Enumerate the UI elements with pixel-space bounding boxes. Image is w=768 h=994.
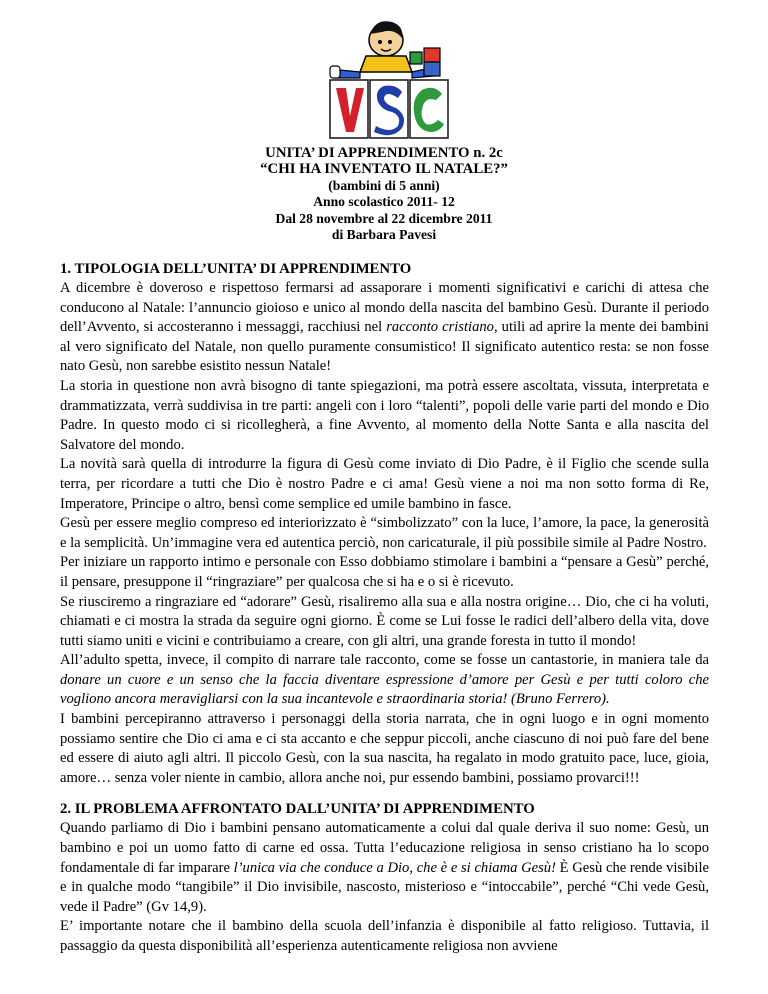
section-1-paragraph: Per iniziare un rapporto intimo e personale con Esso dobbiamo stimolare i bambini a “pensare a Gesù” perché, il pensare, presuppone il “ringraziare” per qualcosa che si ha e o si è ricevuto.: [60, 554, 709, 590]
section-1-paragraph: La storia in questione non avrà bisogno di tante spiegazioni, ma potrà essere ascoltata, vissuta, interpretata e drammatizzata, verrà suddivisa in tre parti: angeli con i loro “talenti”, popoli delle varie parti del mondo e Dio Padre. In questo modo ci si ricollegherà, a fine Avvento, al momento della Notte Santa e alla nascita del Salvatore del mondo.: [60, 377, 709, 453]
unit-title: UNITA’ DI APPRENDIMENTO n. 2c: [265, 145, 503, 161]
document-header: [0, 145, 768, 243]
section-2-paragraph: Quando parliamo di Dio i bambini pensano automaticamente a colui dal quale deriva il suo nome: Gesù, un bambino e poi un uomo fatto di carne ed ossa. Tutta l’educazione religiosa in senso cristiano ha lo scopo fondamentale di far imparare l’unica via che conduce a Dio, che è e si chiama Gesù! È Gesù che rende visibile e in qualche modo “tangibile” il Dio invisibile, nascosto, misterioso e “intoccabile”, perché “Chi vede Gesù, vede il Padre” (Gv 14,9).: [60, 820, 709, 915]
document-body: [60, 259, 709, 957]
child-figure-icon: [330, 21, 440, 78]
author: di Barbara Pavesi: [331, 227, 437, 243]
age-group: (bambini di 5 anni): [328, 177, 440, 193]
date-range: Dal 28 novembre al 22 dicembre 2011: [275, 210, 493, 226]
section-2-paragraph: E’ importante notare che il bambino della scuola dell’infanzia è disponibile al fatto religioso. Tuttavia, il passaggio da questa disponibilità all’esperienza autenticamente religiosa non avviene: [60, 918, 709, 954]
school-logo: [326, 12, 450, 140]
section-2-heading: 2. IL PROBLEMA AFFRONTATO DALL’UNITA’ DI APPRENDIMENTO: [60, 801, 535, 818]
letters-block: [330, 80, 448, 138]
school-year: Anno scolastico 2011- 12: [313, 194, 455, 210]
section-1-paragraph: All’adulto spetta, invece, il compito di narrare tale racconto, come se fosse un cantastorie, in maniera tale da donare un cuore e un senso che la faccia diventare espressione d’amore per Gesù e per tutti coloro che vogliono ancora meravigliarsi con la sua incantevole e straordinaria storia! (Bruno Ferrero).: [60, 652, 709, 708]
section-1-paragraph: Se riusciremo a ringraziare ed “adorare” Gesù, risaliremo alla sua e alla nostra origine… Dio, che ci ha voluti, chiamati e ci mostra la strada da seguire ogni giorno. È come se Lui fosse le radici dell’albero della vita, dove tutti siamo uniti e vicini e contribuiamo a creare, con gli altri, una grande foresta in tutto il mondo!: [60, 593, 709, 649]
section-1-paragraph: A dicembre è doveroso e rispettoso fermarsi ad assaporare i momenti significativi e carichi di attesa che conducono al Natale: l’annuncio gioioso e unico al mondo della nascita del bambino Gesù. Durante il periodo dell’Avvento, si accosteranno i messaggi, racchiusi nel racconto cristiano, utili ad aprire la mente dei bambini al vero significato del Natale, non quello puramente consumistico! Il significato autentico resta: se non fosse nato Gesù, non sarebbe esistito nessun Natale!: [60, 280, 709, 375]
section-1-paragraph: Gesù per essere meglio compreso ed interiorizzato è “simbolizzato” con la luce, l’amore, la pace, la generosità e la semplicità. Un’immagine vera ed autentica perciò, non caricaturale, il più possibile simile al Padre Nostro.: [60, 515, 709, 551]
unit-subtitle: “CHI HA INVENTATO IL NATALE?”: [260, 161, 508, 178]
section-1-heading: 1. TIPOLOGIA DELL’UNITA’ DI APPRENDIMENTO: [60, 261, 412, 277]
section-1-paragraph: La novità sarà quella di introdurre la figura di Gesù come inviato di Dio Padre, è il Figlio che scende sulla terra, per ricordare a tutti che Dio è nostro Padre e ci ama! Gesù viene a noi ma non sotto forma di Re, Imperatore, Principe o altro, bensì come semplice ed umile bambino in fasce.: [60, 456, 709, 512]
section-1-paragraph: I bambini percepiranno attraverso i personaggi della storia narrata, che in ogni luogo e in ogni momento possiamo sentire che Dio ci ama e ci sta accanto e che seppur piccoli, anche ciascuno di noi può fare del bene ed essere di aiuto agli altri. Il piccolo Gesù, con la sua nascita, ha regalato in modo gratuito pace, luce, gioia, amore… senza voler niente in cambio, allora anche noi, pur essendo bambini, possiamo provarci!!!: [60, 711, 709, 786]
